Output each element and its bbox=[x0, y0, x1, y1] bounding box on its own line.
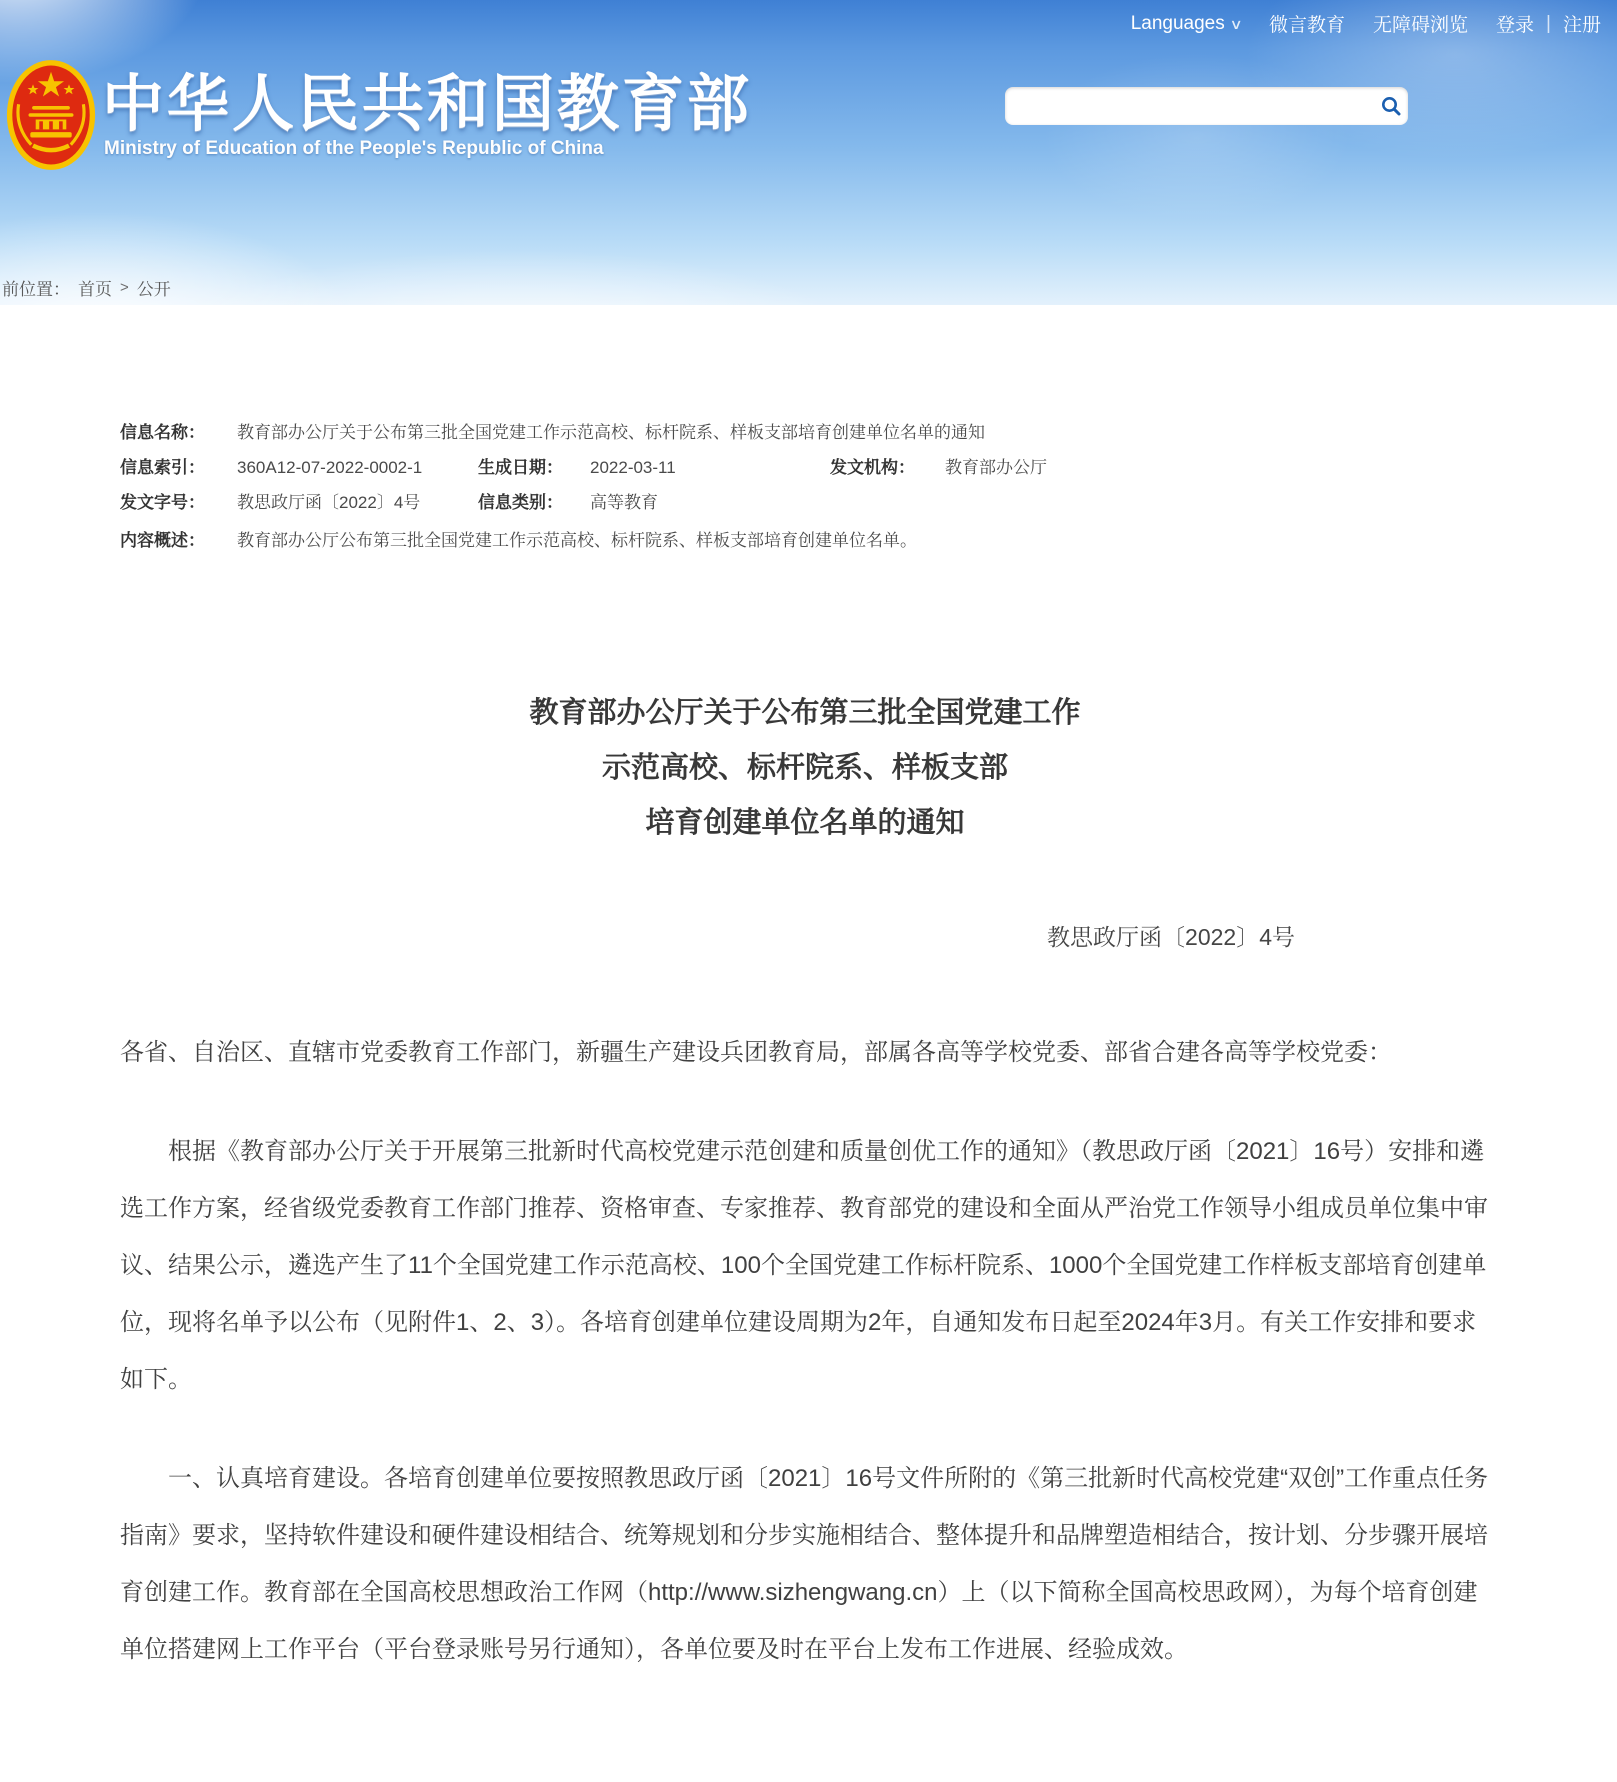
meta-value-name: 教育部办公厅关于公布第三批全国党建工作示范高校、标杆院系、样板支部培育创建单位名单的通知 bbox=[237, 423, 985, 442]
paragraph-addressees: 各省、自治区、直辖市党委教育工作部门，新疆生产建设兵团教育局，部属各高等学校党委、部省合建各高等学校党委： bbox=[120, 1039, 1392, 1066]
search-box bbox=[1005, 87, 1408, 125]
national-emblem-icon[interactable] bbox=[6, 54, 96, 176]
chevron-down-icon: ∨ bbox=[1229, 15, 1243, 32]
document-title-line-3: 培育创建单位名单的通知 bbox=[645, 807, 965, 839]
login-link[interactable]: 登录 bbox=[1496, 15, 1535, 36]
meta-value-summary: 教育部办公厅公布第三批全国党建工作示范高校、标杆院系、样板支部培育创建单位名单。 bbox=[237, 531, 917, 550]
meta-label-date: 生成日期： bbox=[478, 458, 563, 477]
meta-value-date: 2022-03-11 bbox=[590, 458, 676, 477]
meta-row-name bbox=[120, 415, 1490, 450]
meta-label-category: 信息类别： bbox=[478, 493, 563, 512]
topbar-link-weiyan[interactable]: 微言教育 bbox=[1269, 15, 1346, 36]
document-body bbox=[120, 1024, 1490, 1678]
topbar bbox=[1131, 10, 1601, 37]
topbar-link-accessibility[interactable]: 无障碍浏览 bbox=[1373, 15, 1469, 36]
breadcrumb-separator: > bbox=[120, 279, 129, 296]
site-header bbox=[0, 0, 1617, 305]
auth-links bbox=[1496, 10, 1601, 37]
search-input[interactable] bbox=[1005, 87, 1374, 125]
document-title-line-1: 教育部办公厅关于公布第三批全国党建工作 bbox=[529, 697, 1081, 729]
meta-value-index: 360A12-07-2022-0002-1 bbox=[237, 458, 423, 477]
meta-row-summary bbox=[120, 523, 1490, 558]
breadcrumb-section-link[interactable]: 公开 bbox=[136, 280, 171, 299]
meta-label-number: 发文字号： bbox=[120, 493, 205, 512]
meta-value-number: 教思政厅函〔2022〕4号 bbox=[237, 493, 421, 512]
meta-row-index-date-agency bbox=[120, 450, 1490, 485]
document-meta bbox=[120, 415, 1490, 558]
languages-menu[interactable] bbox=[1131, 13, 1241, 35]
breadcrumb-prefix: 前位置： bbox=[2, 280, 70, 299]
languages-label: Languages bbox=[1130, 12, 1225, 34]
meta-label-agency: 发文机构： bbox=[830, 458, 915, 477]
meta-value-agency: 教育部办公厅 bbox=[945, 458, 1047, 477]
meta-row-number-category bbox=[120, 485, 1490, 520]
breadcrumb bbox=[2, 275, 171, 300]
document-title-line-2: 示范高校、标杆院系、样板支部 bbox=[601, 752, 1008, 784]
site-title: 中华人民共和国教育部 bbox=[102, 70, 753, 139]
document-number: 教思政厅函〔2022〕4号 bbox=[1047, 924, 1295, 950]
register-link[interactable]: 注册 bbox=[1562, 15, 1601, 36]
search-icon bbox=[1380, 95, 1402, 117]
meta-label-index: 信息索引： bbox=[120, 458, 205, 477]
meta-label-summary: 内容概述： bbox=[120, 531, 205, 550]
document-title bbox=[120, 686, 1490, 851]
auth-divider: | bbox=[1546, 12, 1551, 34]
content-area bbox=[0, 305, 1617, 1718]
paragraph-intro: 根据《教育部办公厅关于开展第三批新时代高校党建示范创建和质量创优工作的通知》（教思政厅函〔2021〕16号）安排和遴选工作方案，经省级党委教育工作部门推荐、资格审查、专家推荐、教育部党的建设和全面从严治党工作领导小组成员单位集中审议、结果公示，遴选产生了11个全国党建工作示范高校、100个全国党建工作标杆院系、1000个全国党建工作样板支部培育创建单位，现将名单予以公布（见附件1、2、3）。各培育创建单位建设周期为2年，自通知发布日起至2024年3月。有关工作安排和要求如下。 bbox=[120, 1138, 1488, 1393]
site-subtitle: Ministry of Education of the People's Republic of China bbox=[104, 138, 604, 159]
breadcrumb-home-link[interactable]: 首页 bbox=[78, 280, 112, 299]
meta-value-category: 高等教育 bbox=[590, 493, 658, 512]
search-button[interactable] bbox=[1374, 87, 1408, 125]
meta-label-name: 信息名称： bbox=[120, 423, 205, 442]
paragraph-section-1: 一、认真培育建设。各培育创建单位要按照教思政厅函〔2021〕16号文件所附的《第三批新时代高校党建“双创”工作重点任务指南》要求，坚持软件建设和硬件建设相结合、统筹规划和分步实施相结合、整体提升和品牌塑造相结合，按计划、分步骤开展培育创建工作。教育部在全国高校思想政治工作网（http://www.sizhengwang.cn）上（以下简称全国高校思政网），为每个培育创建单位搭建网上工作平台（平台登录账号另行通知），各单位要及时在平台上发布工作进展、经验成效。 bbox=[120, 1465, 1489, 1663]
